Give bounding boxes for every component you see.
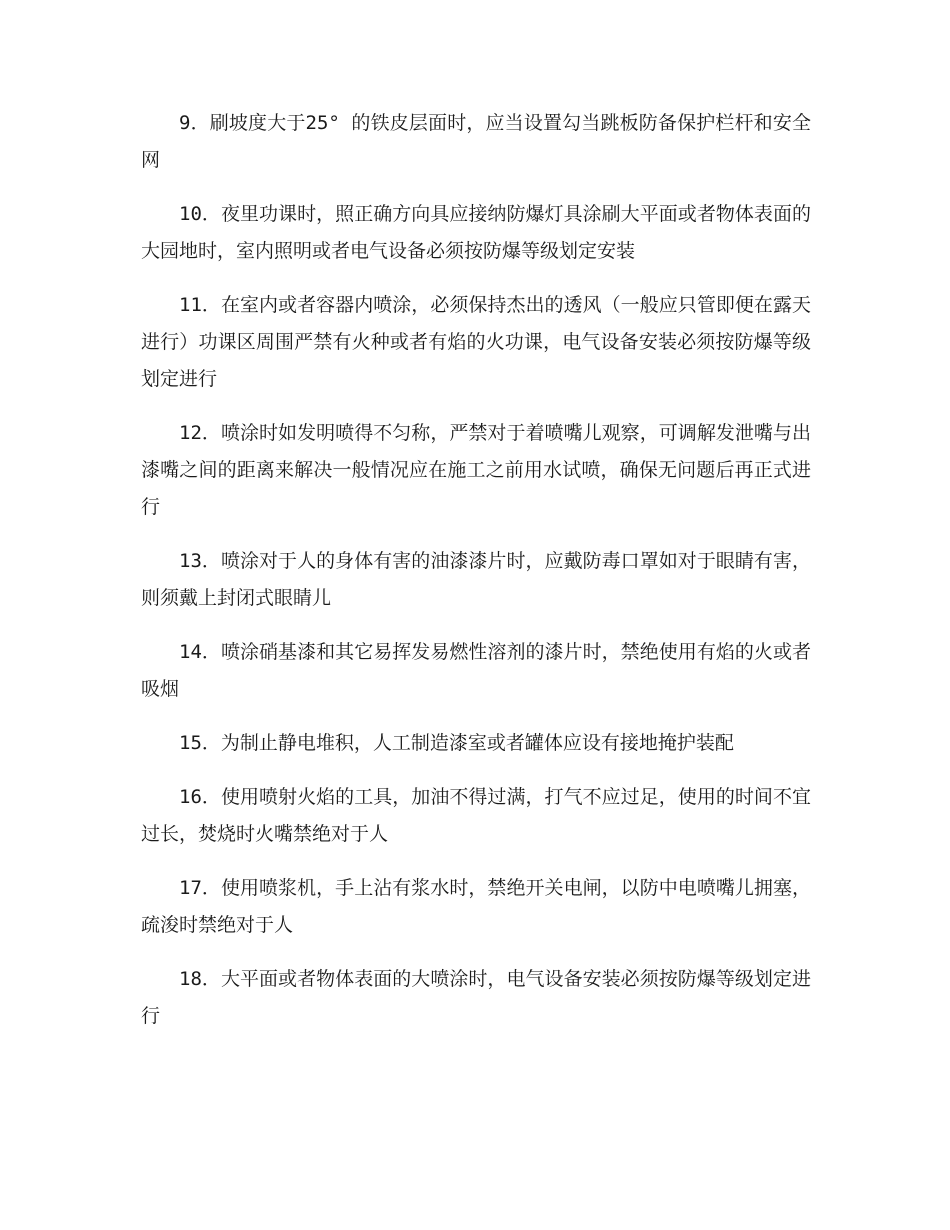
- paragraph-15: 15．为制止静电堆积，人工制造漆室或者罐体应设有接地掩护装配: [179, 732, 734, 754]
- paragraph-14: 14．喷涂硝基漆和其它易挥发易燃性溶剂的漆片时，禁绝使用有焰的火或者吸烟: [141, 641, 811, 700]
- paragraph-9: 9．刷坡度大于25° 的铁皮层面时，应当设置勾当跳板防备保护栏杆和安全网: [141, 112, 811, 171]
- paragraph-10: 10．夜里功课时，照正确方向具应接纳防爆灯具涂刷大平面或者物体表面的大园地时，室内照明或者电气设备必须按防爆等级划定安装: [141, 203, 811, 262]
- document-body: [141, 105, 811, 1052]
- paragraph-13: 13．喷涂对于人的身体有害的油漆漆片时，应戴防毒口罩如对于眼睛有害，则须戴上封闭式眼睛儿: [141, 550, 811, 609]
- paragraph-12: 12．喷涂时如发明喷得不匀称，严禁对于着喷嘴儿观察，可调解发泄嘴与出漆嘴之间的距离来解决一般情况应在施工之前用水试喷，确保无问题后再正式进行: [141, 422, 811, 518]
- paragraph-16: 16．使用喷射火焰的工具，加油不得过满，打气不应过足，使用的时间不宜过长，焚烧时火嘴禁绝对于人: [141, 786, 811, 845]
- paragraph-18: 18．大平面或者物体表面的大喷涂时，电气设备安装必须按防爆等级划定进行: [141, 968, 811, 1027]
- paragraph-17: 17．使用喷浆机，手上沾有浆水时，禁绝开关电闸，以防中电喷嘴儿拥塞，疏浚时禁绝对于人: [141, 877, 811, 936]
- paragraph-11: 11．在室内或者容器内喷涂，必须保持杰出的透风（一般应只管即便在露天进行）功课区周围严禁有火种或者有焰的火功课，电气设备安装必须按防爆等级划定进行: [141, 294, 811, 390]
